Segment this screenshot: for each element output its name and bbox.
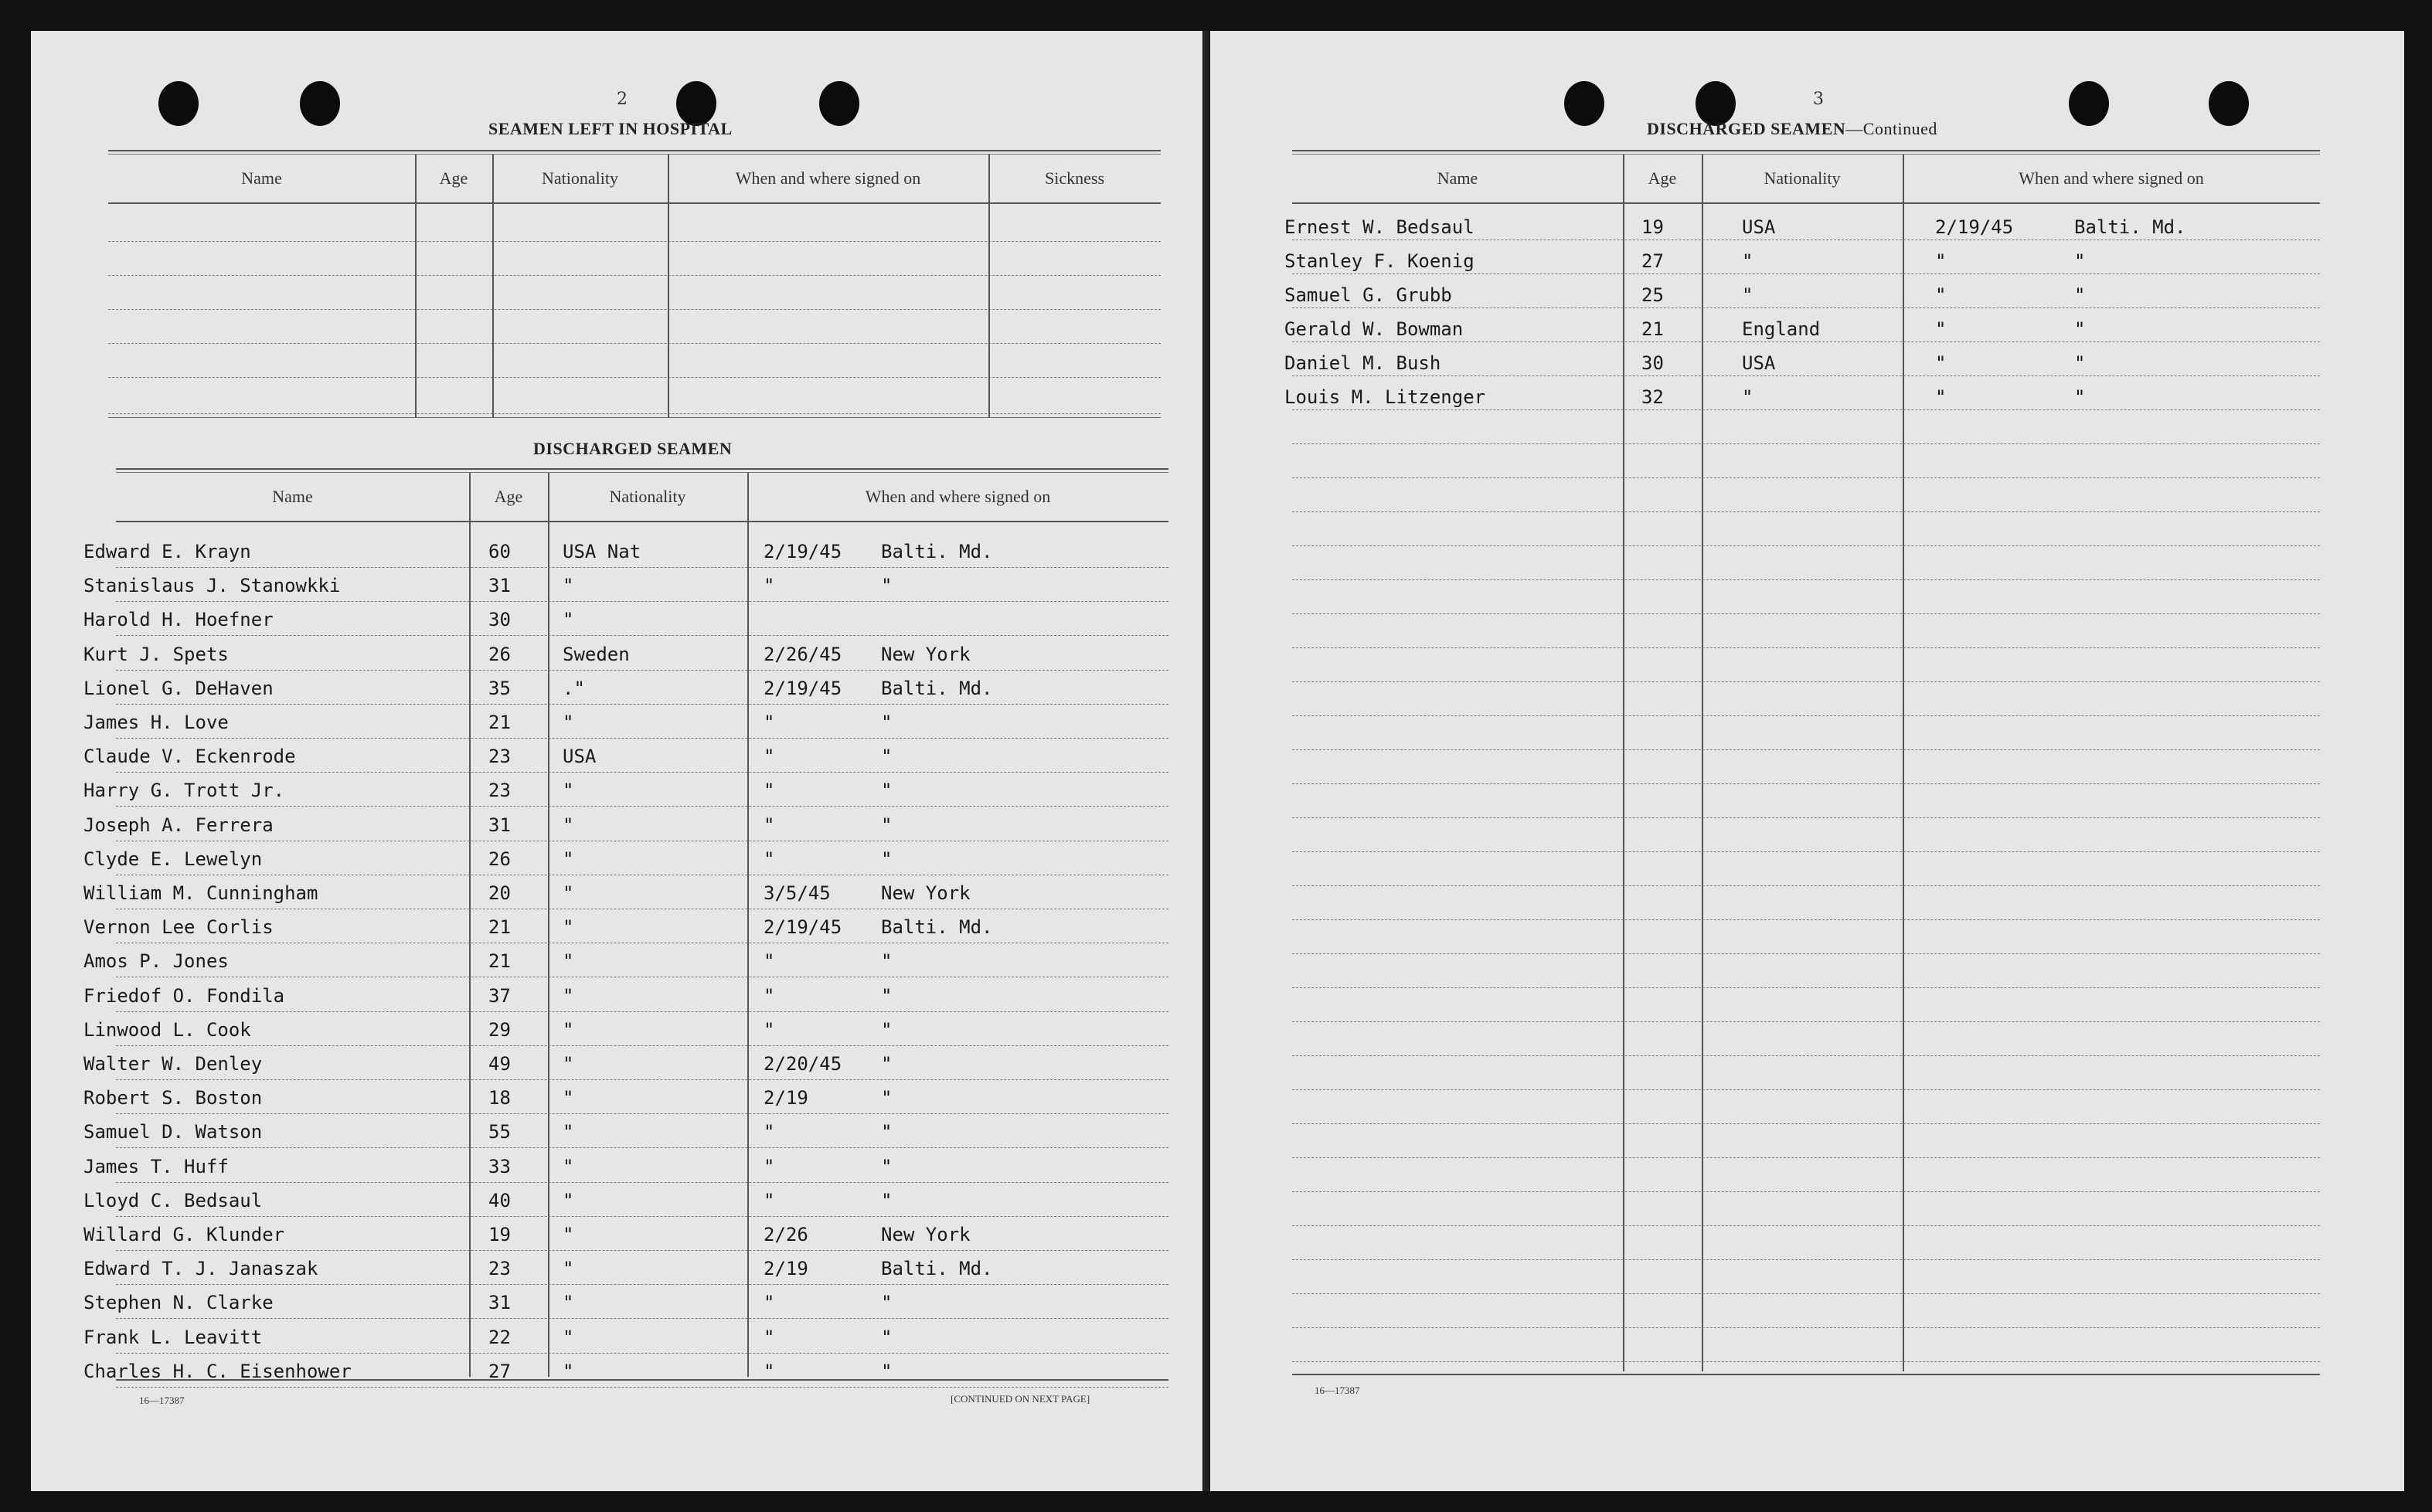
seaman-nationality: ": [563, 950, 574, 972]
seaman-signed-date: 2/19: [764, 1258, 808, 1279]
seaman-age: 35: [488, 678, 511, 699]
row-rule: [116, 1387, 1168, 1388]
seaman-nationality: ": [563, 1327, 574, 1348]
seaman-name: Vernon Lee Corlis: [83, 916, 274, 938]
seaman-signed-date: ": [764, 575, 775, 596]
seaman-name: Lionel G. DeHaven: [83, 678, 274, 699]
seaman-name: Charles H. C. Eisenhower: [83, 1361, 352, 1382]
seaman-name: Harry G. Trott Jr.: [83, 780, 285, 801]
seaman-name: James T. Huff: [83, 1156, 229, 1177]
seaman-name: Edward T. J. Janaszak: [83, 1258, 318, 1279]
seaman-signed-place: Balti. Md.: [2074, 216, 2186, 238]
seaman-signed-place: Balti. Md.: [881, 916, 993, 938]
seaman-name: Harold H. Hoefner: [83, 609, 274, 630]
seaman-signed-place: ": [881, 1087, 893, 1109]
seaman-nationality: ": [563, 1019, 574, 1041]
seaman-signed-place: ": [881, 1053, 893, 1075]
right-page: [1210, 31, 2404, 1491]
right-header-age: Age: [1648, 168, 1677, 188]
seaman-signed-place: New York: [881, 882, 971, 904]
row-rule: [1292, 987, 2320, 988]
seaman-signed-date: 2/19/45: [764, 541, 842, 562]
seaman-signed-place: ": [881, 1327, 893, 1348]
seaman-name: Lloyd C. Bedsaul: [83, 1190, 263, 1211]
row-rule: [116, 772, 1168, 773]
seaman-age: 19: [1641, 216, 1664, 238]
seaman-nationality: ": [563, 916, 574, 938]
right-header-signed-on: When and where signed on: [2019, 168, 2204, 188]
seaman-name: Walter W. Denley: [83, 1053, 263, 1075]
seaman-signed-place: ": [881, 780, 893, 801]
seaman-signed-date: ": [1935, 318, 1947, 340]
seaman-age: 18: [488, 1087, 511, 1109]
seaman-age: 26: [488, 644, 511, 665]
seaman-age: 21: [488, 950, 511, 972]
seaman-age: 20: [488, 882, 511, 904]
row-rule: [116, 1147, 1168, 1148]
seaman-name: Kurt J. Spets: [83, 644, 229, 665]
seaman-age: 21: [488, 916, 511, 938]
seaman-signed-date: ": [1935, 250, 1947, 272]
hospital-title: SEAMEN LEFT IN HOSPITAL: [488, 119, 733, 138]
row-rule: [1292, 1293, 2320, 1294]
seaman-signed-date: ": [764, 1292, 775, 1313]
row-rule: [116, 1011, 1168, 1012]
seaman-name: Linwood L. Cook: [83, 1019, 251, 1041]
seaman-nationality: USA: [1742, 352, 1776, 374]
punch-hole-icon: [2069, 81, 2109, 126]
hospital-header-signed-on: When and where signed on: [735, 168, 921, 188]
form-number: 16—17387: [1315, 1385, 1360, 1396]
seaman-signed-place: Balti. Md.: [881, 541, 993, 562]
row-rule: [1292, 477, 2320, 478]
row-rule: [1292, 341, 2320, 342]
seaman-signed-date: ": [1935, 352, 1947, 374]
seaman-name: Daniel M. Bush: [1284, 352, 1441, 374]
seaman-signed-date: ": [764, 814, 775, 836]
seaman-signed-place: ": [881, 1121, 893, 1143]
row-rule: [1292, 409, 2320, 410]
row-rule: [116, 601, 1168, 602]
seaman-signed-place: ": [2074, 250, 2086, 272]
seaman-signed-date: 2/19: [764, 1087, 808, 1109]
row-rule: [1292, 817, 2320, 818]
row-rule: [1292, 1157, 2320, 1158]
seaman-signed-place: ": [881, 985, 893, 1007]
row-rule: [1292, 647, 2320, 648]
row-rule: [116, 1079, 1168, 1080]
seaman-signed-place: ": [881, 1019, 893, 1041]
seaman-name: William M. Cunningham: [83, 882, 318, 904]
row-rule: [116, 1045, 1168, 1046]
row-rule: [116, 1250, 1168, 1251]
row-rule: [1292, 1089, 2320, 1090]
seaman-nationality: ": [563, 814, 574, 836]
row-rule: [1292, 953, 2320, 954]
seaman-age: 22: [488, 1327, 511, 1348]
seaman-nationality: ": [563, 609, 574, 630]
seaman-nationality: ": [563, 848, 574, 870]
form-number: 16—17387: [139, 1395, 185, 1406]
seaman-age: 60: [488, 541, 511, 562]
seaman-signed-date: 2/26: [764, 1224, 808, 1245]
seaman-signed-date: ": [764, 950, 775, 972]
seaman-age: 27: [1641, 250, 1664, 272]
seaman-nationality: ": [563, 1361, 574, 1382]
seaman-signed-place: ": [2074, 318, 2086, 340]
seaman-signed-date: ": [1935, 386, 1947, 408]
row-rule: [116, 670, 1168, 671]
row-rule: [1292, 919, 2320, 920]
seaman-signed-place: ": [881, 575, 893, 596]
punch-hole-icon: [158, 81, 199, 126]
seaman-signed-place: ": [881, 746, 893, 767]
seaman-age: 19: [488, 1224, 511, 1245]
right-header-nationality: Nationality: [1764, 168, 1841, 188]
seaman-age: 30: [488, 609, 511, 630]
seaman-signed-date: ": [764, 1019, 775, 1041]
seaman-name: Joseph A. Ferrera: [83, 814, 274, 836]
seaman-nationality: ": [563, 712, 574, 733]
seaman-signed-date: 3/5/45: [764, 882, 831, 904]
seaman-signed-place: ": [881, 1156, 893, 1177]
seaman-signed-place: ": [881, 1292, 893, 1313]
row-rule: [1292, 1225, 2320, 1226]
right-title-continued: —Continued: [1845, 119, 1937, 138]
seaman-nationality: ": [1742, 284, 1753, 306]
seaman-name: Clyde E. Lewelyn: [83, 848, 263, 870]
row-rule: [1292, 749, 2320, 750]
seaman-name: Gerald W. Bowman: [1284, 318, 1464, 340]
seaman-name: Friedof O. Fondila: [83, 985, 285, 1007]
seaman-signed-place: New York: [881, 1224, 971, 1245]
seaman-signed-date: 2/26/45: [764, 644, 842, 665]
seaman-nationality: England: [1742, 318, 1821, 340]
seaman-age: 25: [1641, 284, 1664, 306]
row-rule: [1292, 545, 2320, 546]
seaman-age: 33: [488, 1156, 511, 1177]
row-rule: [1292, 1191, 2320, 1192]
seaman-signed-date: ": [764, 1190, 775, 1211]
seaman-nationality: USA Nat: [563, 541, 641, 562]
hospital-header-nationality: Nationality: [542, 168, 618, 188]
continued-note: [CONTINUED ON NEXT PAGE]: [951, 1393, 1090, 1405]
seaman-name: Samuel G. Grubb: [1284, 284, 1452, 306]
seaman-signed-date: 2/19/45: [764, 678, 842, 699]
seaman-nationality: ": [563, 1087, 574, 1109]
seaman-age: 27: [488, 1361, 511, 1382]
row-rule: [1292, 885, 2320, 886]
seaman-age: 23: [488, 746, 511, 767]
seaman-age: 31: [488, 575, 511, 596]
row-rule: [116, 1113, 1168, 1114]
seaman-signed-date: ": [764, 712, 775, 733]
page-number: 3: [1813, 90, 1824, 109]
row-rule: [1292, 851, 2320, 852]
seaman-nationality: ": [563, 1292, 574, 1313]
seaman-nationality: ": [563, 780, 574, 801]
seaman-nationality: Sweden: [563, 644, 630, 665]
seaman-age: 30: [1641, 352, 1664, 374]
seaman-signed-place: ": [2074, 352, 2086, 374]
seaman-signed-place: Balti. Md.: [881, 1258, 993, 1279]
seaman-nationality: ": [1742, 250, 1753, 272]
seaman-signed-date: 2/19/45: [1935, 216, 2014, 238]
hospital-header-sickness: Sickness: [1045, 168, 1104, 188]
seaman-signed-date: ": [764, 1121, 775, 1143]
seaman-signed-place: ": [881, 1361, 893, 1382]
seaman-signed-date: ": [764, 746, 775, 767]
row-rule: [1292, 307, 2320, 308]
row-rule: [1292, 443, 2320, 444]
row-rule: [1292, 1021, 2320, 1022]
seaman-name: Stephen N. Clarke: [83, 1292, 274, 1313]
row-rule: [1292, 1327, 2320, 1328]
row-rule: [1292, 783, 2320, 784]
seaman-nationality: ": [563, 1053, 574, 1075]
seaman-nationality: ": [563, 1258, 574, 1279]
row-rule: [116, 738, 1168, 739]
seaman-signed-date: ": [764, 780, 775, 801]
seaman-name: Ernest W. Bedsaul: [1284, 216, 1475, 238]
seaman-signed-place: Balti. Md.: [881, 678, 993, 699]
row-rule: [116, 704, 1168, 705]
hospital-header-age: Age: [439, 168, 468, 188]
row-rule: [116, 1216, 1168, 1217]
seaman-name: Stanislaus J. Stanowkki: [83, 575, 341, 596]
row-rule: [1292, 613, 2320, 614]
seaman-age: 55: [488, 1121, 511, 1143]
seaman-nationality: ": [563, 575, 574, 596]
seaman-name: Willard G. Klunder: [83, 1224, 285, 1245]
seaman-signed-place: New York: [881, 644, 971, 665]
discharged-header-nationality: Nationality: [609, 487, 686, 506]
row-rule: [1292, 1055, 2320, 1056]
row-rule: [1292, 511, 2320, 512]
row-rule: [116, 806, 1168, 807]
hospital-header-name: Name: [241, 168, 282, 188]
seaman-signed-place: ": [2074, 284, 2086, 306]
seaman-age: 21: [1641, 318, 1664, 340]
seaman-signed-date: ": [764, 1361, 775, 1382]
seaman-name: Samuel D. Watson: [83, 1121, 263, 1143]
row-rule: [1292, 681, 2320, 682]
row-rule: [1292, 715, 2320, 716]
seaman-name: James H. Love: [83, 712, 229, 733]
seaman-signed-date: ": [764, 1156, 775, 1177]
discharged-header-name: Name: [272, 487, 313, 506]
right-title-main: DISCHARGED SEAMEN: [1647, 119, 1846, 138]
seaman-nationality: ": [563, 1224, 574, 1245]
seaman-name: Louis M. Litzenger: [1284, 386, 1486, 408]
seaman-name: Edward E. Krayn: [83, 541, 251, 562]
punch-hole-icon: [819, 81, 859, 126]
page-divider: [1203, 31, 1209, 1491]
seaman-age: 31: [488, 814, 511, 836]
seaman-signed-date: ": [764, 848, 775, 870]
row-rule: [1292, 1259, 2320, 1260]
seaman-nationality: ": [1742, 386, 1753, 408]
left-page: [31, 31, 1202, 1491]
right-header-name: Name: [1437, 168, 1478, 188]
seaman-age: 23: [488, 780, 511, 801]
seaman-age: 21: [488, 712, 511, 733]
seaman-signed-place: ": [2074, 386, 2086, 408]
seaman-name: Robert S. Boston: [83, 1087, 263, 1109]
seaman-signed-place: ": [881, 712, 893, 733]
seaman-name: Claude V. Eckenrode: [83, 746, 296, 767]
row-rule: [116, 567, 1168, 568]
punch-hole-icon: [300, 81, 340, 126]
seaman-signed-date: ": [764, 1327, 775, 1348]
seaman-age: 37: [488, 985, 511, 1007]
seaman-name: Stanley F. Koenig: [1284, 250, 1475, 272]
discharged-header-age: Age: [494, 487, 523, 506]
seaman-nationality: .": [563, 678, 585, 699]
row-rule: [116, 1318, 1168, 1319]
seaman-nationality: ": [563, 882, 574, 904]
row-rule: [1292, 1361, 2320, 1362]
seaman-nationality: USA: [563, 746, 597, 767]
seaman-name: Frank L. Leavitt: [83, 1327, 263, 1348]
discharged-header-signed-on: When and where signed on: [865, 487, 1051, 506]
row-rule: [116, 1182, 1168, 1183]
seaman-age: 26: [488, 848, 511, 870]
seaman-nationality: ": [563, 985, 574, 1007]
seaman-signed-date: 2/20/45: [764, 1053, 842, 1075]
seaman-signed-place: ": [881, 848, 893, 870]
row-rule: [1292, 579, 2320, 580]
page-number: 2: [617, 90, 628, 109]
seaman-nationality: ": [563, 1156, 574, 1177]
row-rule: [116, 635, 1168, 636]
seaman-nationality: ": [563, 1190, 574, 1211]
seaman-age: 40: [488, 1190, 511, 1211]
seaman-age: 49: [488, 1053, 511, 1075]
right-title: [1647, 119, 1937, 139]
seaman-age: 32: [1641, 386, 1664, 408]
seaman-nationality: ": [563, 1121, 574, 1143]
seaman-age: 23: [488, 1258, 511, 1279]
seaman-age: 29: [488, 1019, 511, 1041]
row-rule: [1292, 1123, 2320, 1124]
row-rule: [116, 1284, 1168, 1285]
punch-hole-icon: [1564, 81, 1604, 126]
seaman-nationality: USA: [1742, 216, 1776, 238]
punch-hole-icon: [2209, 81, 2249, 126]
row-rule: [116, 1353, 1168, 1354]
seaman-age: 31: [488, 1292, 511, 1313]
seaman-signed-place: ": [881, 1190, 893, 1211]
seaman-signed-date: ": [764, 985, 775, 1007]
seaman-name: Amos P. Jones: [83, 950, 229, 972]
seaman-signed-place: ": [881, 814, 893, 836]
seaman-signed-date: ": [1935, 284, 1947, 306]
seaman-signed-date: 2/19/45: [764, 916, 842, 938]
discharged-title: DISCHARGED SEAMEN: [533, 439, 733, 458]
row-rule: [1292, 375, 2320, 376]
seaman-signed-place: ": [881, 950, 893, 972]
